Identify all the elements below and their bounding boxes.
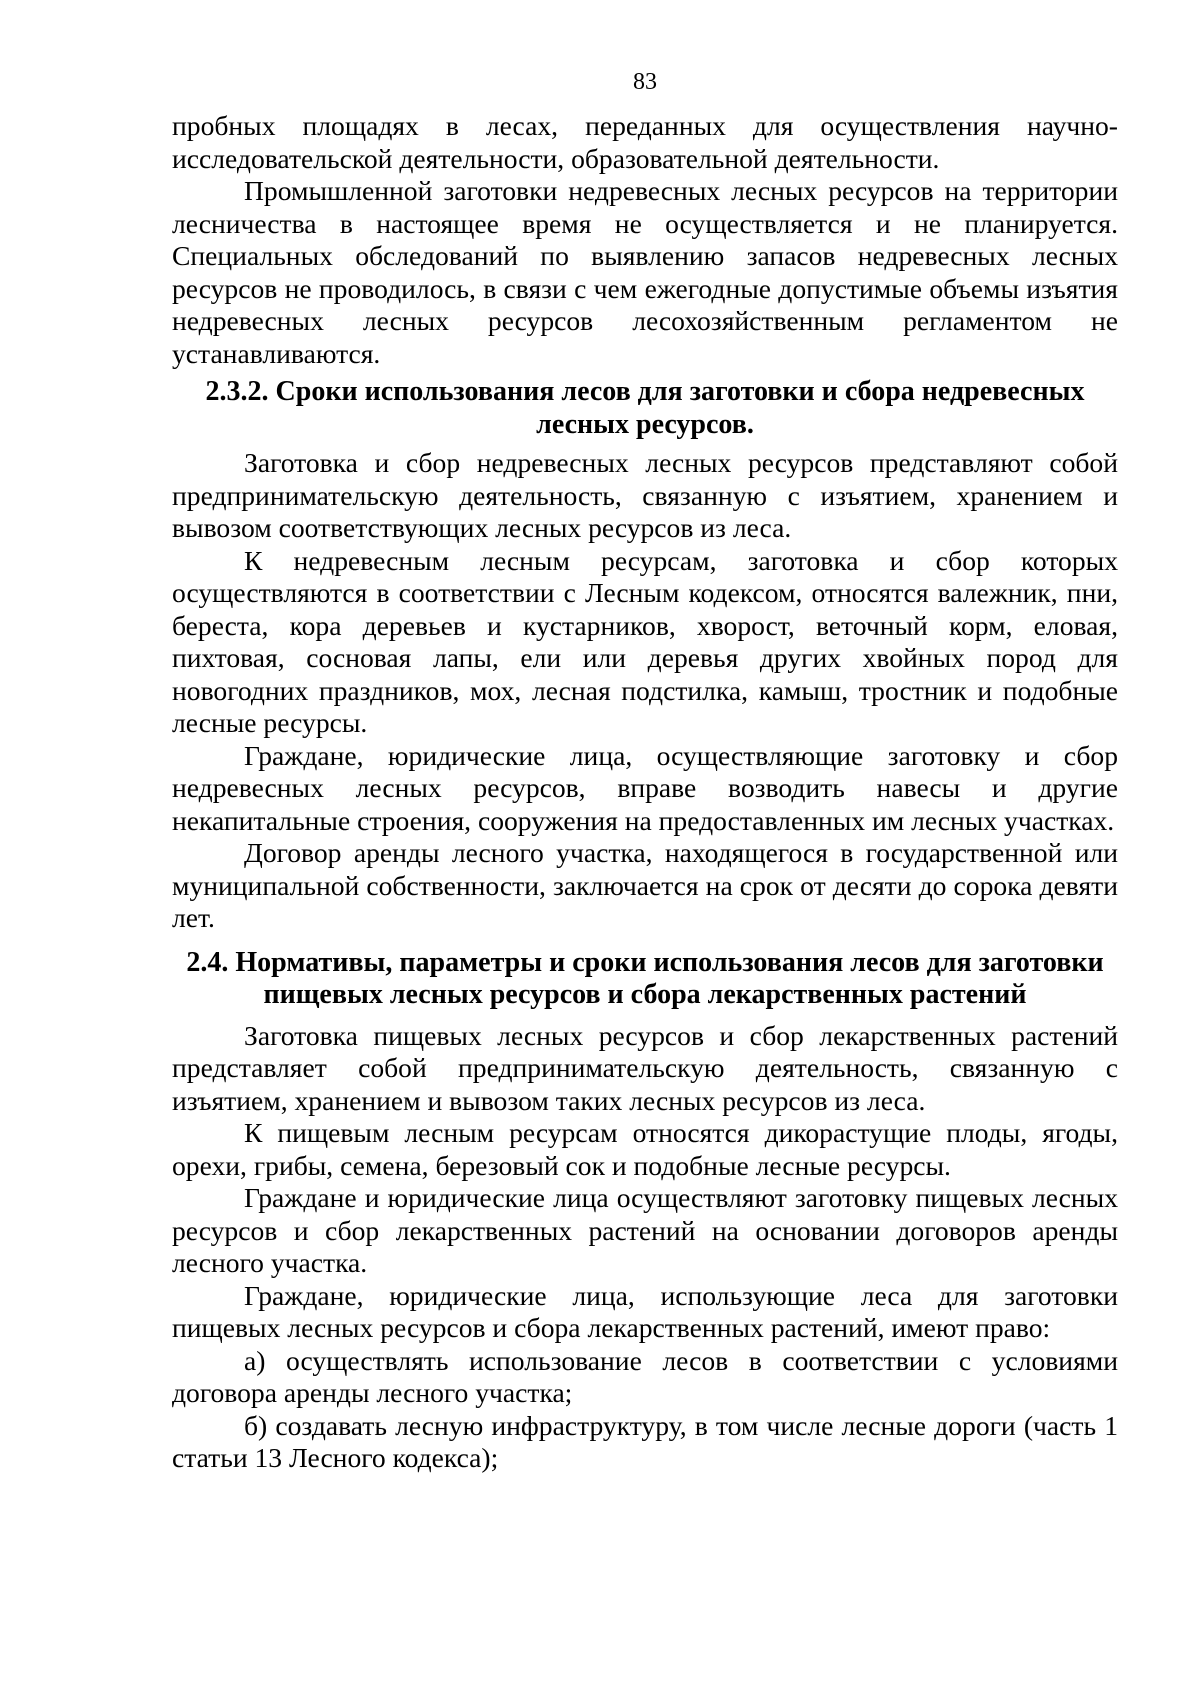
paragraph: Граждане, юридические лица, использующие леса для заготовки пищевых лесных ресурсов и сбора лекарственных растений, имеют право:	[172, 1279, 1118, 1343]
paragraph-continuation: пробных площадях в лесах, переданных для осуществления научно-исследовательской деятельности, образовательной деятельности.	[172, 110, 1118, 174]
list-item-a: а) осуществлять использование лесов в соответствии с условиями договора аренды лесного участка;	[172, 1344, 1118, 1408]
paragraph: Заготовка пищевых лесных ресурсов и сбор лекарственных растений представляет собой предпринимательскую деятельность, связанную с изъятием, хранением и вывозом таких лесных ресурсов из леса.	[172, 1019, 1118, 1116]
paragraph: К пищевым лесным ресурсам относятся дикорастущие плоды, ягоды, орехи, грибы, семена, березовый сок и подобные лесные ресурсы.	[172, 1117, 1118, 1181]
paragraph: Граждане и юридические лица осуществляют заготовку пищевых лесных ресурсов и сбор лекарственных растений на основании договоров аренды лесного участка.	[172, 1182, 1118, 1278]
paragraph: К недревесным лесным ресурсам, заготовка и сбор которых осуществляются в соответствии с Лесным кодексом, относятся валежник, пни, береста, кора деревьев и кустарников, хворост, веточный корм, еловая, пихтовая, сосновая лапы, ели или деревья других хвойных пород для новогодних праздников, мох, лесная подстилка, камыш, тростник и подобные лесные ресурсы.	[172, 544, 1118, 738]
section-heading-2-4: 2.4. Нормативы, параметры и сроки использования лесов для заготовки пищевых лесных ресурсов и сбора лекарственных растений	[186, 946, 1104, 1010]
section-heading-2-3-2: 2.3.2. Сроки использования лесов для заготовки и сбора недревесных лесных ресурсов.	[205, 376, 1085, 440]
paragraph: Договор аренды лесного участка, находящегося в государственной или муниципальной собственности, заключается на срок от десяти до сорока девяти лет.	[172, 837, 1118, 933]
page-number: 83	[633, 69, 657, 95]
paragraph: Граждане, юридические лица, осуществляющие заготовку и сбор недревесных лесных ресурсов, вправе возводить навесы и другие некапитальные строения, сооружения на предоставленных им лесных участках.	[172, 739, 1118, 836]
list-item-b: б) создавать лесную инфраструктуру, в том числе лесные дороги (часть 1 статьи 13 Лесного кодекса);	[172, 1409, 1118, 1473]
document-page	[172, 62, 1118, 1475]
paragraph: Промышленной заготовки недревесных лесных ресурсов на территории лесничества в настоящее время не осуществляется и не планируется. Специальных обследований по выявлению запасов недревесных лесных ресурсов не проводилось, в связи с чем ежегодные допустимые объемы изъятия недревесных лесных ресурсов лесохозяйственным регламентом не устанавливаются.	[172, 175, 1118, 369]
paragraph: Заготовка и сбор недревесных лесных ресурсов представляют собой предпринимательскую деятельность, связанную с изъятием, хранением и вывозом соответствующих лесных ресурсов из леса.	[172, 447, 1118, 543]
